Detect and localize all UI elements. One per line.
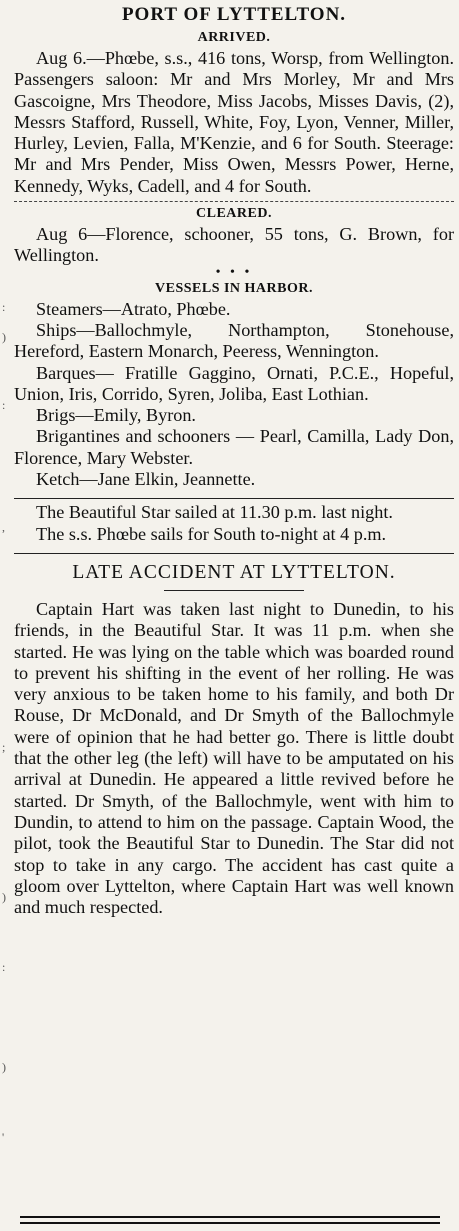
vessels-heading: VESSELS IN HARBOR. [155, 280, 313, 296]
accident-text: Captain Hart was taken last night to Dunedin, to his friends, in the Beautiful Star. It was 11 p.m. when she started. He was lying on the table which was boarded round to prevent his shifting in the event of her rolling. He was very anxious to be taken home to his family, and both Dr Rouse, Dr McDonald, and Dr Smyth of the Ballochmyle were of opinion that he had better go. There is little doubt that the other leg (the left) will have to be amputated on his arrival at Dunedin. He appeared a little revived before he started. Dr Smyth, of the Ballochmyle, went with him to Dundin, to attend to him on the passage. Captain Wood, the pilot, took the Beautiful Star to Dunedin. The Star did not stop to take in any cargo. The accident has cast quite a gloom over Lyttelton, where Captain Hart was well known and much respected. [14, 598, 454, 918]
notice: The s.s. Phœbe sails for South to-night at 4 p.m. [36, 523, 387, 544]
cleared-heading: CLEARED. [196, 206, 272, 222]
vessels-entry: Ketch—Jane Elkin, Jeannette. [36, 469, 256, 490]
section-rule [14, 553, 454, 554]
page-title: PORT OF LYTTELTON. [121, 4, 347, 25]
notice: The Beautiful Star sailed at 11.30 p.m. last night. [36, 502, 393, 523]
closing-double-rule [20, 1216, 440, 1224]
section-divider [14, 201, 454, 202]
vessels-entry: Barques— Fratille Gaggino, Ornati, P.C.E., Hopeful, Union, Iris, Corrido, Syren, Joliba, East Lothian. [14, 362, 454, 404]
vessels-entry: Steamers—Atrato, Phœbe. [36, 298, 231, 319]
vessels-entry: Brigs—Emily, Byron. [36, 405, 196, 426]
newspaper-column [14, 0, 454, 918]
section-rule [14, 498, 454, 499]
cleared-text: Aug 6—Florence, schooner, 55 tons, G. Brown, for Wellington. [14, 224, 454, 266]
arrived-text: Aug 6.—Phœbe, s.s., 416 tons, Worsp, from Wellington. Passengers saloon: Mr and Mrs Morley, Mr and Mrs Gascoigne, Mrs Theodore, Miss Jacobs, Misses Davis, (2), Messrs Stafford, Russell, White, Foy, Lyon, Venner, Miller, Hurley, Levien, Falla, M'Kenzie, and 6 for South. Steerage: Mr and Mrs Pender, Miss Owen, Messrs Power, Herne, Kennedy, Wyks, Cadell, and 4 for South. [14, 48, 454, 196]
vessels-entry: Brigantines and schooners — Pearl, Camilla, Lady Don, Florence, Mary Webster. [14, 426, 454, 468]
short-rule [164, 590, 304, 591]
accident-heading: LATE ACCIDENT AT LYTTELTON. [72, 561, 396, 583]
arrived-heading: ARRIVED. [197, 30, 271, 45]
margin-marks: : ) : , ; ) : ) ' [2, 300, 6, 1144]
vessels-entry: Ships—Ballochmyle, Northampton, Stonehouse, Hereford, Eastern Monarch, Peeress, Wennington. [14, 319, 454, 362]
dots-divider: • • • [215, 264, 253, 280]
